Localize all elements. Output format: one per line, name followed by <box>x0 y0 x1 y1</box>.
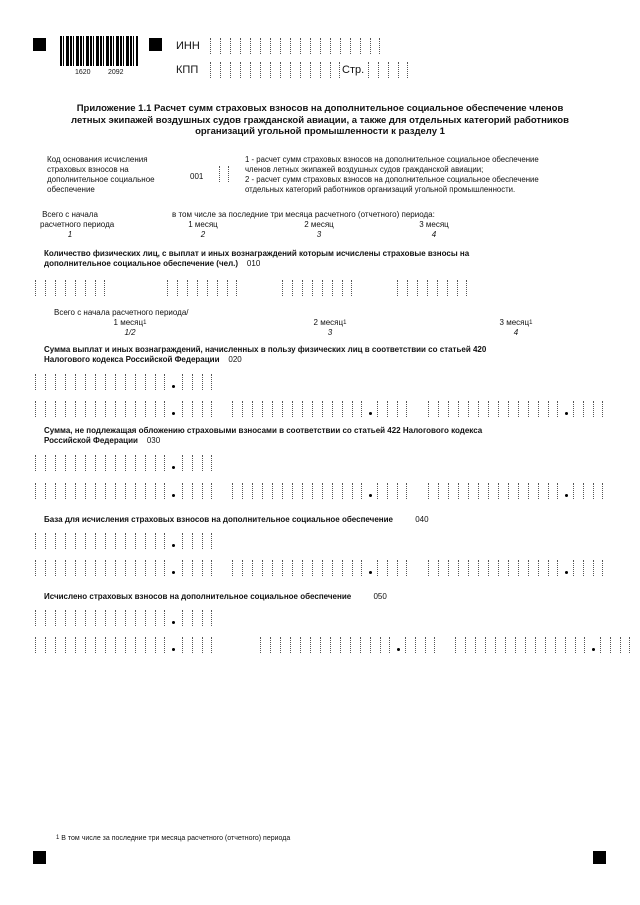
title-line-3: организаций угольной промышленности к разделу 1 <box>195 126 445 137</box>
field-030-month1-kop[interactable] <box>182 483 212 499</box>
section-020-label: Сумма выплат и иных вознаграждений, начисленных в пользу физических лиц в соответствии со статьей 420 Налогового кодекса Российской Федерации 020 <box>44 345 487 364</box>
barcode <box>60 36 138 66</box>
field-020-month2-kop[interactable] <box>377 401 407 417</box>
decimal-separator <box>369 494 372 497</box>
field-050-month3-rub[interactable] <box>455 637 585 653</box>
decimal-separator <box>172 466 175 469</box>
field-030-month1-rub[interactable] <box>35 483 165 499</box>
inn-label: ИНН <box>176 40 200 52</box>
corner-marker-top-left <box>33 38 46 51</box>
section-020-code: 020 <box>228 355 242 364</box>
decimal-separator <box>565 494 568 497</box>
corner-marker-bottom-right <box>593 851 606 864</box>
section-050-code: 050 <box>373 592 387 601</box>
section-030-label: Сумма, не подлежащая обложению страховыми взносами в соответствии со статьей 422 Налогового кодекса Российской Федерации 030 <box>44 426 483 445</box>
title-line-2: летных экипажей воздушных судов гражданской авиации, а также для отдельных категорий работников <box>71 114 569 126</box>
field-040-month3-rub[interactable] <box>428 560 558 576</box>
field-010-total[interactable] <box>35 280 105 296</box>
field-040-month1-kop[interactable] <box>182 560 212 576</box>
page-label: Стр. <box>342 64 365 76</box>
decimal-separator <box>369 571 372 574</box>
decimal-separator <box>172 385 175 388</box>
section-030-code: 030 <box>146 436 161 445</box>
field-050-month2-rub[interactable] <box>260 637 390 653</box>
field-040-month2-kop[interactable] <box>377 560 407 576</box>
decimal-separator <box>172 494 175 497</box>
field-020-month1-kop[interactable] <box>182 401 212 417</box>
field-040-month1-rub[interactable] <box>35 560 165 576</box>
code-basis-description: 1 - расчет сумм страховых взносов на дополнительное социальное обеспечение членов летных экипажей воздушных судов гражданской авиации; 2 - расчет сумм страховых взносов на дополнительное социальное обеспечение отдельных категорий работников организаций угольной промышленности. <box>245 155 539 194</box>
field-020-total-kop[interactable] <box>182 374 212 390</box>
field-020-month3-rub[interactable] <box>428 401 558 417</box>
barcode-number-left: 1620 <box>75 69 91 76</box>
field-030-total-kop[interactable] <box>182 455 212 471</box>
title-line-1: Приложение 1.1 Расчет сумм страховых взносов на дополнительное социальное обеспечение членов <box>76 103 564 114</box>
field-010-month2[interactable] <box>282 280 352 296</box>
decimal-separator <box>369 412 372 415</box>
field-020-month3-kop[interactable] <box>573 401 603 417</box>
code-basis-line-code: 001 <box>190 172 204 181</box>
section-010-code: 010 <box>246 259 261 268</box>
code-basis-field[interactable] <box>219 166 229 182</box>
section-040-code: 040 <box>415 515 429 524</box>
field-030-month3-rub[interactable] <box>428 483 558 499</box>
decimal-separator <box>565 571 568 574</box>
form-title <box>40 103 600 138</box>
col-mid-month1-header: 1 месяц$^1$ 1/2 <box>113 318 147 337</box>
field-050-month3-kop[interactable] <box>600 637 630 653</box>
page-number-field[interactable] <box>368 62 408 78</box>
inn-field[interactable] <box>210 38 380 54</box>
field-020-month1-rub[interactable] <box>35 401 165 417</box>
section-010-label: Количество физических лиц, с выплат и иных вознаграждений которым исчислены страховые взносы на дополнительное социальное обеспечение (чел.) 010 <box>44 249 470 268</box>
kpp-field[interactable] <box>210 62 340 78</box>
field-030-month3-kop[interactable] <box>573 483 603 499</box>
corner-marker-bottom-left <box>33 851 46 864</box>
field-050-month2-kop[interactable] <box>405 637 435 653</box>
field-050-month1-rub[interactable] <box>35 637 165 653</box>
field-030-total-rub[interactable] <box>35 455 165 471</box>
decimal-separator <box>172 571 175 574</box>
col-month2-header: 2 месяц 3 <box>304 220 334 239</box>
col-month1-header: 1 месяц 2 <box>188 220 218 239</box>
col-mid-total-label: Всего с начала расчетного периода/ <box>54 308 189 317</box>
decimal-separator <box>565 412 568 415</box>
field-040-month2-rub[interactable] <box>232 560 362 576</box>
footnote: 1 В том числе за последние три месяца расчетного (отчетного) периода <box>56 835 291 842</box>
col-mid-month2-header: 2 месяц$^1$ 3 <box>313 318 347 337</box>
corner-marker-top-right <box>149 38 162 51</box>
col-month3-header: 3 месяц 4 <box>419 220 449 239</box>
section-040-label: База для исчисления страховых взносов на дополнительное социальное обеспечение 040 <box>44 515 429 524</box>
barcode-number-right: 2092 <box>108 69 124 76</box>
section-050-label: Исчислено страховых взносов на дополнительное социальное обеспечение 050 <box>44 592 387 601</box>
decimal-separator <box>172 544 175 547</box>
field-050-total-rub[interactable] <box>35 610 165 626</box>
decimal-separator <box>172 621 175 624</box>
col-mid-month3-header: 3 месяц$^1$ 4 <box>499 318 533 337</box>
decimal-separator <box>592 648 595 651</box>
field-010-month1[interactable] <box>167 280 237 296</box>
decimal-separator <box>172 412 175 415</box>
kpp-label: КПП <box>176 64 199 76</box>
field-040-total-rub[interactable] <box>35 533 165 549</box>
col-incl-label: в том числе за последние три месяца расчетного (отчетного) периода: <box>172 210 435 219</box>
field-030-month2-kop[interactable] <box>377 483 407 499</box>
field-030-month2-rub[interactable] <box>232 483 362 499</box>
field-010-month3[interactable] <box>397 280 467 296</box>
field-040-total-kop[interactable] <box>182 533 212 549</box>
field-050-month1-kop[interactable] <box>182 637 212 653</box>
code-basis-label: Код основания исчисления страховых взносов на дополнительное социальное обеспечение <box>47 155 155 194</box>
field-050-total-kop[interactable] <box>182 610 212 626</box>
field-020-month2-rub[interactable] <box>232 401 362 417</box>
decimal-separator <box>172 648 175 651</box>
field-020-total-rub[interactable] <box>35 374 165 390</box>
decimal-separator <box>397 648 400 651</box>
col-total-header: Всего с начала расчетного периода 1 <box>40 210 115 239</box>
field-040-month3-kop[interactable] <box>573 560 603 576</box>
